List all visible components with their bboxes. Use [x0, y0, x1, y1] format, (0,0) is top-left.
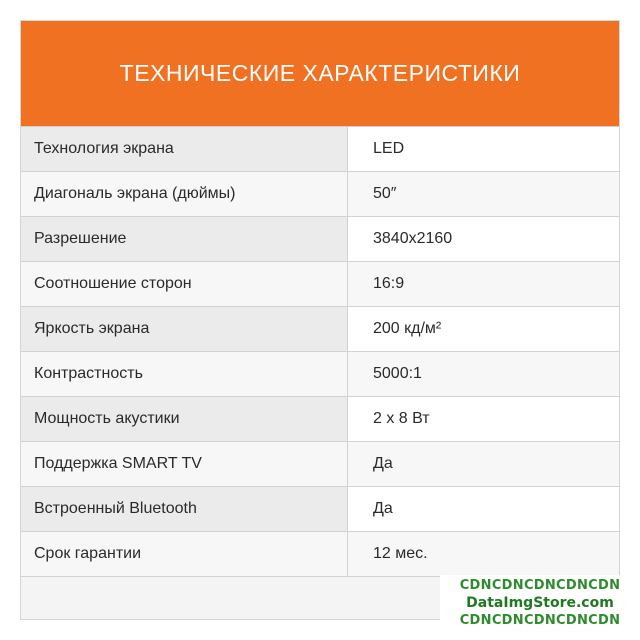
spec-value: 2 х 8 Вт: [348, 397, 619, 441]
table-row: [21, 352, 619, 397]
table-row: [21, 262, 619, 307]
spec-value: 50″: [348, 172, 619, 216]
table-row: [21, 307, 619, 352]
spec-label: Разрешение: [21, 217, 348, 261]
spec-label: Соотношение сторон: [21, 262, 348, 306]
spec-card: [20, 20, 620, 620]
spec-value: 12 мес.: [348, 532, 619, 576]
spec-table: [21, 126, 619, 577]
spec-label: Технология экрана: [21, 127, 348, 171]
table-row: [21, 127, 619, 172]
spec-value: 5000:1: [348, 352, 619, 396]
spec-label: Диагональ экрана (дюймы): [21, 172, 348, 216]
watermark-line: CDNCDNCDNCDNCDN: [459, 613, 621, 628]
table-row: [21, 217, 619, 262]
spec-value: 200 кд/м²: [348, 307, 619, 351]
spec-title: ТЕХНИЧЕСКИЕ ХАРАКТЕРИСТИКИ: [119, 60, 521, 86]
spec-label: Контрастность: [21, 352, 348, 396]
table-row: [21, 532, 619, 577]
table-row: [21, 487, 619, 532]
spec-label: Яркость экрана: [21, 307, 348, 351]
spec-label: Встроенный Bluetooth: [21, 487, 348, 531]
spec-header: [21, 21, 619, 126]
watermark-site: DataImgStore.com: [466, 595, 614, 611]
watermark-line: CDNCDNCDNCDNCDN: [459, 578, 621, 593]
spec-label: Срок гарантии: [21, 532, 348, 576]
table-row: [21, 442, 619, 487]
spec-value: 16:9: [348, 262, 619, 306]
spec-label: Мощность акустики: [21, 397, 348, 441]
spec-value: Да: [348, 442, 619, 486]
spec-value: Да: [348, 487, 619, 531]
table-row: [21, 172, 619, 217]
watermark: [440, 575, 640, 640]
table-row: [21, 397, 619, 442]
spec-label: Поддержка SMART TV: [21, 442, 348, 486]
spec-value: LED: [348, 127, 619, 171]
spec-value: 3840x2160: [348, 217, 619, 261]
